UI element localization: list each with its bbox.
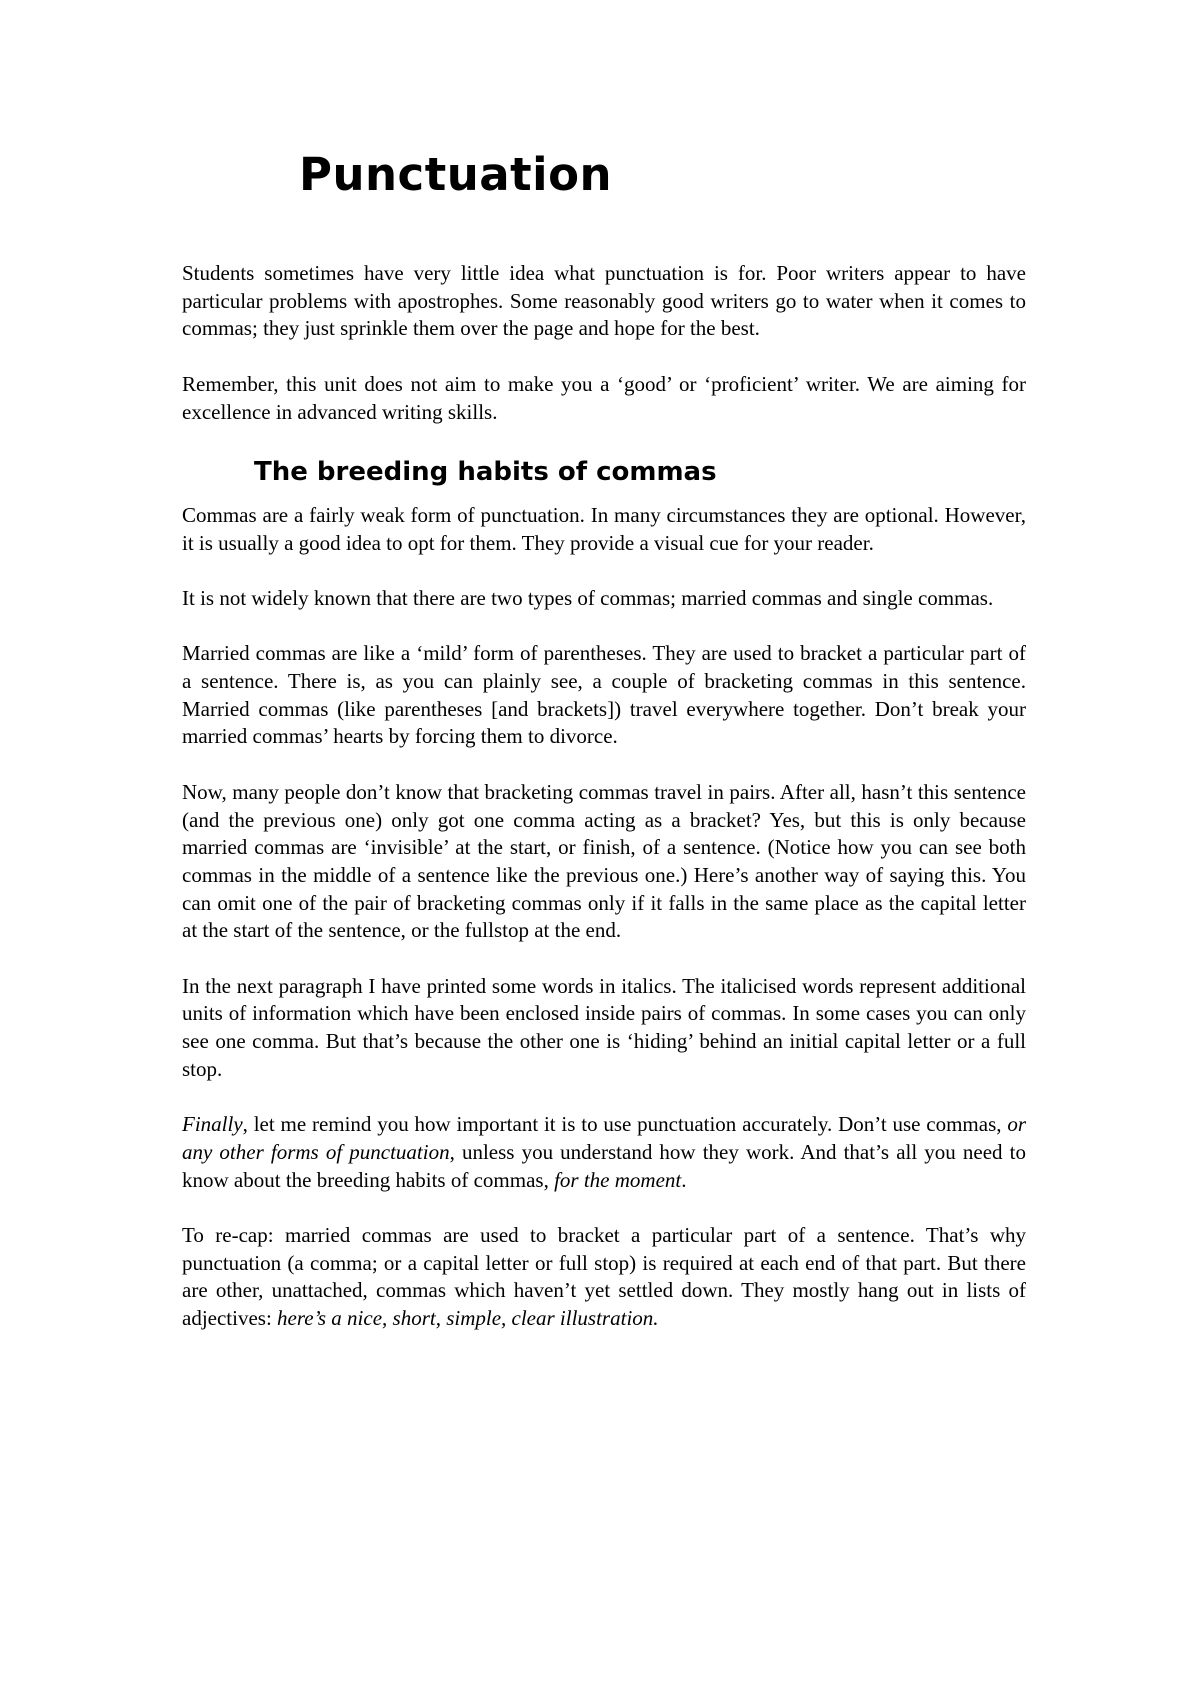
section-paragraph-1: Commas are a fairly weak form of punctuation. In many circumstances they are optional. However, it is usually a good idea to opt for them. They provide a visual cue for your reader. <box>182 502 1026 555</box>
paragraph-text: . <box>681 1167 687 1192</box>
paragraph-text: , unless you understand how they work. And that’s all you need to know about the breeding habits of commas, <box>182 1139 1026 1192</box>
intro-paragraph-1: Students sometimes have very little idea what punctuation is for. Poor writers appear to have particular problems with apostrophes. Some reasonably good writers go to water when it comes to commas; they just sprinkle them over the page and hope for the best. <box>182 261 1026 341</box>
section-paragraph-5: In the next paragraph I have printed some words in italics. The italicised words represent additional units of information which have been enclosed inside pairs of commas. In some cases you can only see one comma. But that’s because the other one is ‘hiding’ behind an initial capital letter or a full stop. <box>182 973 1026 1081</box>
recap-paragraph <box>182 1222 1026 1333</box>
italic-phrase: here’s a nice, short, simple, clear illustration. <box>277 1306 659 1331</box>
paragraph-text: To re-cap: married commas are used to bracket a particular part of a sentence. That’s why punctuation (a comma; or a capital letter or full stop) is required at each end of that part. But there are other, unattached, commas which haven’t yet settled down. They mostly hang out in lists of adjectives: <box>182 1223 1026 1331</box>
intro-paragraph-2: Remember, this unit does not aim to make you a ‘good’ or ‘proficient’ writer. We are aiming for excellence in advanced writing skills. <box>182 371 1026 424</box>
italic-phrase: Finally <box>182 1112 243 1137</box>
italic-phrase: for the moment <box>554 1167 682 1192</box>
section-heading: The breeding habits of commas <box>254 456 717 487</box>
paragraph-text: , let me remind you how important it is to use punctuation accurately. Don’t use commas, <box>242 1112 1008 1137</box>
section-paragraph-3: Married commas are like a ‘mild’ form of parentheses. They are used to bracket a particular part of a sentence. There is, as you can plainly see, a couple of bracketing commas in this sentence. Married commas (like parentheses [and brackets]) travel everywhere together. Don’t break your married commas’ hearts by forcing them to divorce. <box>182 641 1026 749</box>
italic-phrase: or any other forms of punctuation <box>182 1112 1026 1164</box>
document-body <box>182 260 1026 1361</box>
section-paragraph-4: Now, many people don’t know that bracketing commas travel in pairs. After all, hasn’t this sentence (and the previous one) only got one comma acting as a bracket? Yes, but this is only because married commas are ‘invisible’ at the start, or finish, of a sentence. (Notice how you can see both commas in the middle of a sentence like the previous one.) Here’s another way of saying this. You can omit one of the pair of bracketing commas only if it falls in the same place as the capital letter at the start of the sentence, or the fullstop at the end. <box>182 779 1026 943</box>
italics-example-paragraph <box>182 1111 1026 1194</box>
page-title: Punctuation <box>299 148 613 201</box>
section-paragraph-2: It is not widely known that there are two types of commas; married commas and single commas. <box>182 585 994 610</box>
